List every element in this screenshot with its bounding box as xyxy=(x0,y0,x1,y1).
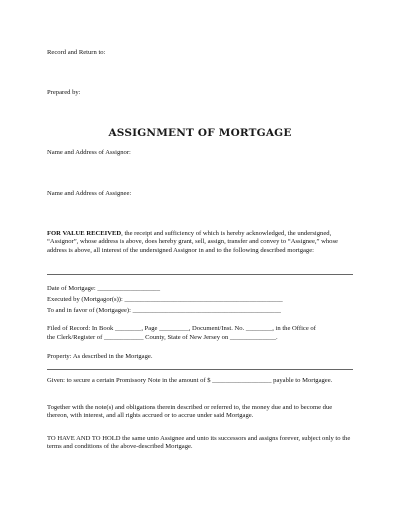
record-return-label: Record and Return to: xyxy=(47,49,106,56)
for-value-paragraph xyxy=(47,230,355,255)
executed-by-field: Executed by (Mortgagor(s)): ________________________________________________ xyxy=(47,296,283,303)
date-of-mortgage-field: Date of Mortgage: ___________________ xyxy=(47,285,160,292)
property-line: Property: As described in the Mortgage. xyxy=(47,353,153,360)
in-favor-of-field: To and in favor of (Mortgagee): _____________________________________________ xyxy=(47,307,281,314)
for-value-text: , the receipt and sufficiency of which is hereby acknowledged, the undersigned, “Assignor”, whose address is above, does hereby grant, sell, assign, transfer and convey to “Assignee,” whose address is above, all interest of the undersigned Assignor in and to the following described mortgage: xyxy=(47,230,338,254)
divider-2 xyxy=(47,369,353,370)
divider-1 xyxy=(47,274,353,275)
given-paragraph: Given: to secure a certain Promissory Note in the amount of $ __________________ payable to Mortgagee. xyxy=(47,377,333,384)
assignee-label: Name and Address of Assignee: xyxy=(47,190,132,197)
together-paragraph: Together with the note(s) and obligations therein described or referred to, the money due and to become due thereon, with interest, and all rights accrued or to accrue under said Mortgage. xyxy=(47,404,333,420)
filed-of-record-line-1: Filed of Record: In Book ________, Page _________, Document/Inst. No. ________, in the Office of xyxy=(47,325,316,332)
prepared-by-label: Prepared by: xyxy=(47,89,81,96)
assignor-label: Name and Address of Assignor: xyxy=(47,149,131,156)
filed-of-record-line-2: the Clerk/Register of ____________ County, State of New Jersey on ______________. xyxy=(47,334,278,341)
document-title: ASSIGNMENT OF MORTGAGE xyxy=(108,127,292,139)
for-value-lead: FOR VALUE RECEIVED xyxy=(47,230,122,237)
to-have-paragraph: TO HAVE AND TO HOLD the same unto Assignee and unto its successors and assigns forever, subject only to the terms and conditions of the above-described Mortgage. xyxy=(47,435,351,451)
